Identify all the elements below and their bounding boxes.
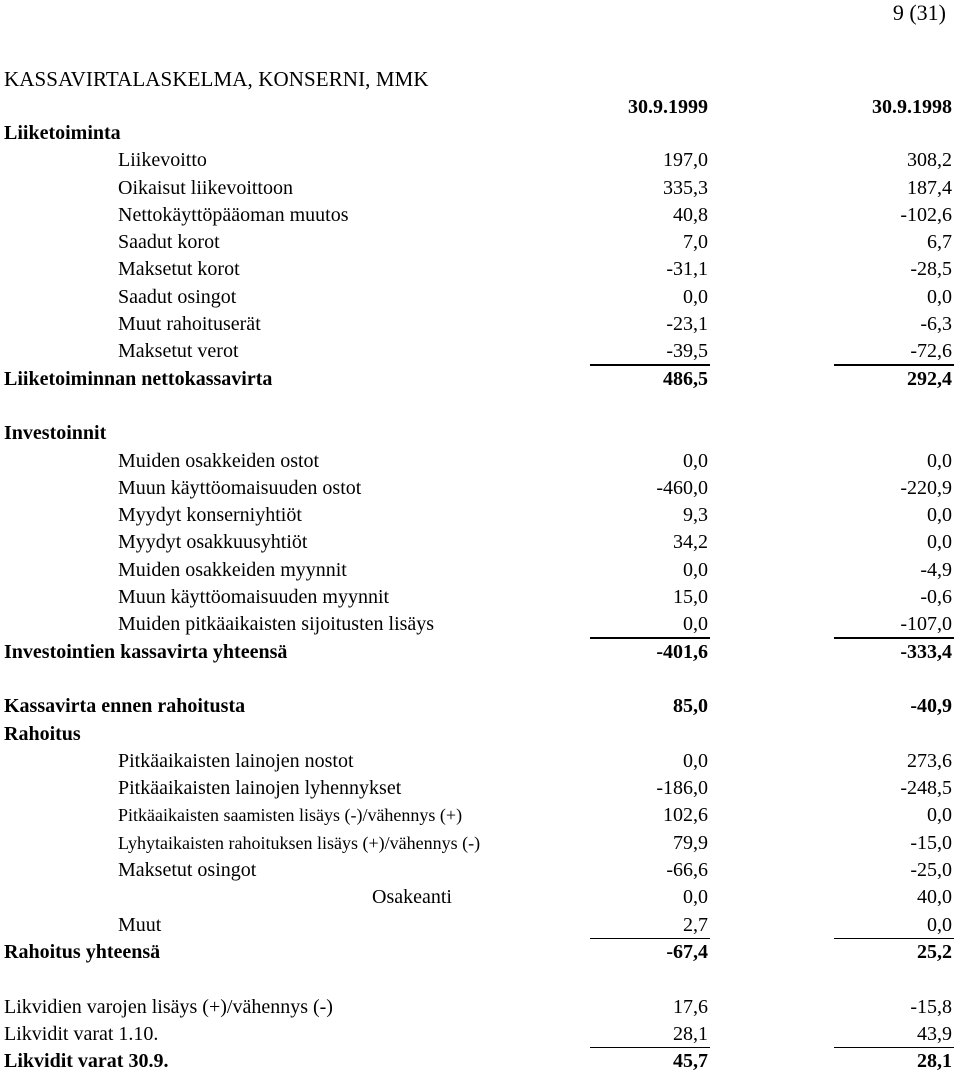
value-1999: 335,3 xyxy=(663,176,708,199)
row-label: Oikaisut liikevoittoon xyxy=(118,176,293,199)
total-row xyxy=(0,1048,960,1075)
row-label: Maksetut osingot xyxy=(118,859,257,882)
row-label: Muiden pitkäaikaisten sijoitusten lisäys xyxy=(118,613,435,636)
value-1998: 0,0 xyxy=(927,285,952,308)
value-1998: 43,9 xyxy=(917,1022,952,1045)
row-label: Likvidit varat 1.10. xyxy=(4,1022,159,1045)
cash-flow-table xyxy=(0,120,960,1075)
row-label: Muut rahoituserät xyxy=(118,313,261,336)
table-row xyxy=(0,311,960,338)
row-label: Rahoitus yhteensä xyxy=(4,940,161,963)
table-row xyxy=(0,284,960,311)
row-label: Saadut korot xyxy=(118,231,220,254)
value-1999: 45,7 xyxy=(673,1050,708,1073)
value-1998: 187,4 xyxy=(907,176,952,199)
value-1998: 25,2 xyxy=(917,940,952,963)
row-label: Lyhytaikaisten rahoituksen lisäys (+)/vähennys (-) xyxy=(118,832,481,853)
table-row xyxy=(0,1021,960,1048)
table-row xyxy=(0,256,960,283)
table-row xyxy=(0,502,960,529)
section-heading-row xyxy=(0,420,960,447)
value-1999: -31,1 xyxy=(666,258,708,281)
section-heading-row xyxy=(0,721,960,748)
value-1998: 273,6 xyxy=(907,749,952,772)
value-1998: -6,3 xyxy=(920,313,952,336)
row-label: Investointien kassavirta yhteensä xyxy=(4,640,288,663)
value-1998: 6,7 xyxy=(927,231,952,254)
row-label: Kassavirta ennen rahoitusta xyxy=(4,695,246,718)
row-label: Muun käyttöomaisuuden myynnit xyxy=(118,586,390,609)
row-label: Nettokäyttöpääoman muutos xyxy=(118,203,349,226)
value-1998: -28,5 xyxy=(910,258,952,281)
row-label: Rahoitus xyxy=(4,722,81,745)
value-1998: -15,8 xyxy=(910,995,952,1018)
row-label: Pitkäaikaisten lainojen lyhennykset xyxy=(118,777,402,800)
value-1998: 40,0 xyxy=(917,886,952,909)
row-label: Pitkäaikaisten saamisten lisäys (-)/vähennys (+) xyxy=(118,805,463,826)
value-1999: 0,0 xyxy=(683,285,708,308)
table-row xyxy=(0,448,960,475)
row-label: Liiketoiminnan nettokassavirta xyxy=(4,367,273,390)
table-row xyxy=(0,557,960,584)
value-1999: 197,0 xyxy=(663,149,708,172)
value-1999: -23,1 xyxy=(666,313,708,336)
value-1998: 292,4 xyxy=(907,367,952,390)
table-row xyxy=(0,229,960,256)
table-row xyxy=(0,857,960,884)
row-label: Muiden osakkeiden myynnit xyxy=(118,558,347,581)
value-1998: -4,9 xyxy=(920,558,952,581)
column-header-1999: 30.9.1999 xyxy=(628,96,708,118)
row-label: Likvidien varojen lisäys (+)/vähennys (-) xyxy=(4,995,333,1018)
table-row xyxy=(0,475,960,502)
value-1999: 85,0 xyxy=(673,695,708,718)
value-1999: -39,5 xyxy=(666,340,708,363)
table-row xyxy=(0,611,960,638)
value-1998: -15,0 xyxy=(910,831,952,854)
column-header-1998: 30.9.1998 xyxy=(872,96,952,118)
section-heading-row xyxy=(0,120,960,147)
row-label: Pitkäaikaisten lainojen nostot xyxy=(118,749,354,772)
table-row xyxy=(0,175,960,202)
row-label: Osakeanti xyxy=(372,886,452,909)
total-row xyxy=(0,639,960,666)
value-1998: -102,6 xyxy=(900,203,952,226)
value-1998: 0,0 xyxy=(927,449,952,472)
value-1998: 0,0 xyxy=(927,804,952,827)
row-label: Myydyt konserniyhtiöt xyxy=(118,504,302,527)
value-1998: -248,5 xyxy=(900,777,952,800)
value-1999: 15,0 xyxy=(673,586,708,609)
table-row xyxy=(0,775,960,802)
row-label: Muun käyttöomaisuuden ostot xyxy=(118,476,362,499)
value-1998: 0,0 xyxy=(927,531,952,554)
value-1999: 79,9 xyxy=(673,831,708,854)
value-1999: 0,0 xyxy=(683,886,708,909)
value-1999: 0,0 xyxy=(683,449,708,472)
row-label: Liikevoitto xyxy=(118,149,207,172)
value-1999: 2,7 xyxy=(683,913,708,936)
value-1999: -67,4 xyxy=(666,940,708,963)
table-row xyxy=(0,884,960,911)
value-1999: 0,0 xyxy=(683,613,708,636)
table-row xyxy=(0,912,960,939)
value-1999: 486,5 xyxy=(663,367,708,390)
value-1998: -107,0 xyxy=(900,613,952,636)
row-label: Maksetut korot xyxy=(118,258,240,281)
row-label: Myydyt osakkuusyhtiöt xyxy=(118,531,308,554)
table-row xyxy=(0,830,960,857)
value-1998: -25,0 xyxy=(910,859,952,882)
table-row xyxy=(0,338,960,365)
row-label: Maksetut verot xyxy=(118,340,239,363)
row-label: Muiden osakkeiden ostot xyxy=(118,449,320,472)
value-1998: -72,6 xyxy=(910,340,952,363)
value-1999: -186,0 xyxy=(656,777,708,800)
spacer-row xyxy=(0,666,960,693)
value-1998: 28,1 xyxy=(917,1050,952,1073)
value-1999: 17,6 xyxy=(673,995,708,1018)
value-1999: 9,3 xyxy=(683,504,708,527)
total-row xyxy=(0,366,960,393)
value-1998: -40,9 xyxy=(910,695,952,718)
total-row xyxy=(0,939,960,966)
row-label: Likvidit varat 30.9. xyxy=(4,1050,169,1073)
table-row xyxy=(0,202,960,229)
page-title: KASSAVIRTALASKELMA, KONSERNI, MMK xyxy=(4,67,429,91)
table-row xyxy=(0,802,960,829)
row-label: Liiketoiminta xyxy=(4,122,121,144)
value-1999: 40,8 xyxy=(673,203,708,226)
value-1999: -460,0 xyxy=(656,476,708,499)
value-1998: -333,4 xyxy=(900,640,952,663)
table-row xyxy=(0,994,960,1021)
page-number: 9 (31) xyxy=(892,0,946,25)
total-row xyxy=(0,693,960,720)
row-label: Saadut osingot xyxy=(118,285,237,308)
value-1999: 0,0 xyxy=(683,558,708,581)
table-row xyxy=(0,584,960,611)
value-1999: 28,1 xyxy=(673,1022,708,1045)
table-row xyxy=(0,147,960,174)
table-row xyxy=(0,529,960,556)
value-1999: 0,0 xyxy=(683,749,708,772)
value-1998: 308,2 xyxy=(907,149,952,172)
value-1998: 0,0 xyxy=(927,504,952,527)
value-1999: 7,0 xyxy=(683,231,708,254)
value-1999: -401,6 xyxy=(656,640,708,663)
row-label: Investoinnit xyxy=(4,422,107,445)
spacer-row xyxy=(0,966,960,993)
value-1999: -66,6 xyxy=(666,859,708,882)
spacer-row xyxy=(0,393,960,420)
value-1999: 102,6 xyxy=(663,804,708,827)
value-1998: -220,9 xyxy=(900,476,952,499)
value-1998: 0,0 xyxy=(927,913,952,936)
table-row xyxy=(0,748,960,775)
row-label: Muut xyxy=(118,913,162,936)
value-1998: -0,6 xyxy=(920,586,952,609)
value-1999: 34,2 xyxy=(673,531,708,554)
